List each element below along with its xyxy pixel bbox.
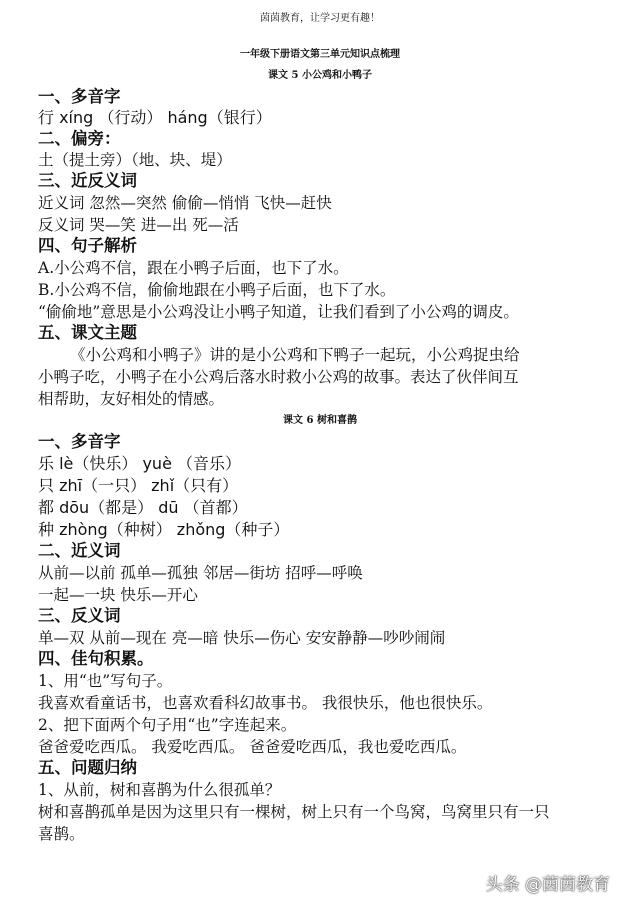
watermark: 头条 @茵茵教育 bbox=[485, 875, 610, 895]
lesson5-title: 课文 5 小公鸡和小鸭子 bbox=[268, 70, 372, 81]
lesson6-title: 课文 6 树和喜鹊 bbox=[283, 415, 357, 426]
lesson6-section-heading: 一、多音字 bbox=[38, 432, 121, 451]
lesson5-sentence-b: B.小公鸡不信，偷偷地跟在小鸭子后面，也下了水。 bbox=[38, 281, 396, 299]
lesson5-theme-line: 《小公鸡和小鸭子》讲的是小公鸡和下鸭子一起玩，小公鸡捉虫给 bbox=[70, 346, 520, 364]
lesson6-section-heading: 五、问题归纳 bbox=[38, 758, 137, 777]
page-header: 茵茵教育，让学习更有趣！ bbox=[260, 13, 380, 24]
lesson6-sentence-example: 爸爸爱吃西瓜。 我爱吃西瓜。 爸爸爱吃西瓜，我也爱吃西瓜。 bbox=[38, 738, 467, 756]
lesson6-polyphone-line: 乐 lè（快乐） yuè （音乐） bbox=[38, 454, 242, 473]
lesson6-section-heading: 四、佳句积累。 bbox=[38, 649, 154, 668]
lesson5-sentence-note: “偷偷地”意思是小公鸡没让小鸭子知道，让我们看到了小公鸡的调皮。 bbox=[38, 303, 519, 321]
lesson6-synonyms-line: 一起—一块 快乐—开心 bbox=[38, 586, 198, 604]
lesson5-section-heading: 一、多音字 bbox=[38, 87, 121, 106]
lesson5-polyphone-line: 行 xíng （行动） háng（银行） bbox=[38, 108, 272, 127]
lesson5-section-heading: 三、近反义词 bbox=[38, 171, 137, 190]
lesson6-antonyms-line: 单—双 从前—现在 亮—暗 快乐—伤心 安安静静—吵吵闹闹 bbox=[38, 629, 446, 647]
lesson6-polyphone-line: 都 dōu（都是） dū （首都） bbox=[38, 498, 248, 517]
lesson6-section-heading: 二、近义词 bbox=[38, 541, 121, 560]
lesson5-antonyms-line: 反义词 哭—笑 进—出 死—活 bbox=[38, 216, 239, 234]
lesson5-sentence-a: A.小公鸡不信，跟在小鸭子后面，也下了水。 bbox=[38, 259, 349, 277]
lesson5-theme-line: 相帮助，友好相处的情感。 bbox=[38, 390, 225, 408]
lesson5-section-heading: 二、偏旁： bbox=[38, 129, 121, 148]
lesson6-sentence-example: 我喜欢看童话书，也喜欢看科幻故事书。 我很快乐，他也很快乐。 bbox=[38, 694, 493, 712]
lesson6-synonyms-line: 从前—以前 孤单—孤独 邻居—街坊 招呼—呼唤 bbox=[38, 564, 363, 582]
lesson6-polyphone-line: 只 zhī（一只） zhǐ（只有） bbox=[38, 476, 239, 495]
lesson6-sentence-task: 1、用“也”写句子。 bbox=[38, 672, 173, 690]
document-title: 一年级下册语文第三单元知识点梳理 bbox=[240, 49, 400, 60]
lesson5-theme-line: 小鸭子吃，小鸭子在小公鸡后落水时救小公鸡的故事。表达了伙伴间互 bbox=[38, 368, 519, 386]
lesson6-answer-line: 树和喜鹊孤单是因为这里只有一棵树，树上只有一个鸟窝，鸟窝里只有一只 bbox=[38, 803, 550, 821]
lesson5-radical-line: 土（提土旁）（地、块、堤） bbox=[38, 151, 232, 169]
lesson6-sentence-task: 2、把下面两个句子用“也”字连起来。 bbox=[38, 716, 297, 734]
lesson6-polyphone-line: 种 zhòng（种树） zhǒng（种子） bbox=[38, 520, 290, 539]
lesson5-section-heading: 五、课文主题 bbox=[38, 323, 137, 342]
lesson5-section-heading: 四、句子解析 bbox=[38, 236, 137, 255]
lesson6-answer-line: 喜鹊。 bbox=[38, 825, 85, 843]
lesson6-question: 1、从前，树和喜鹊为什么很孤单？ bbox=[38, 781, 281, 799]
lesson5-synonyms-line: 近义词 忽然—突然 偷偷—悄悄 飞快—赶快 bbox=[38, 194, 332, 212]
lesson6-section-heading: 三、反义词 bbox=[38, 606, 121, 625]
